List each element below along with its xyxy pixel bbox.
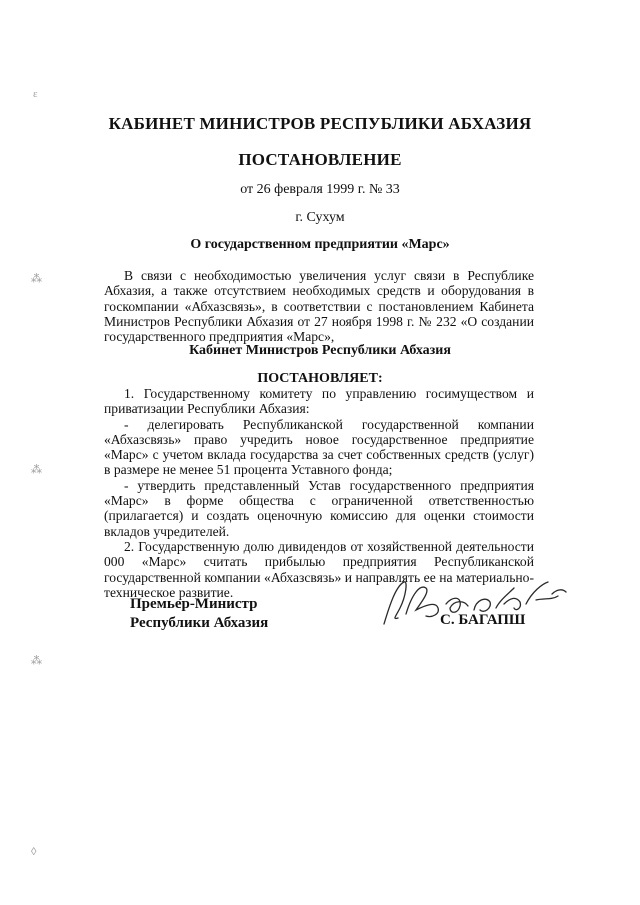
cabinet-line: Кабинет Министров Республики Абхазия <box>189 343 451 358</box>
resolution-items <box>104 386 534 600</box>
document-subject: О государственном предприятии «Марс» <box>190 237 450 252</box>
resolution-item: - делегировать Республиканской государственной компании «Абхазсвязь» право учредить новое государственное предприятие «Марс» с учетом вклада государства за счет собственных средств (услуг) в размере не менее 51 процента Уставного фонда; <box>104 416 534 478</box>
scan-mark: ◊ <box>31 846 37 858</box>
signatory-position <box>130 595 268 633</box>
resolution-item: 1. Государственному комитету по управлению госимуществом и приватизации Республики Абхазия: <box>104 386 534 417</box>
intro-paragraph: В связи с необходимостью увеличения услуг связи в Республике Абхазия, а также отсутствием необходимых средств и оборудования в госкомпании «Абхазсвязь», в соответствии с постановлением Кабинета Министров Республики Абхазия от 27 ноября 1998 г. № 232 «О создании государственного предприятия «Марс», <box>104 268 534 345</box>
signatory-name: С. БАГАПШ <box>440 612 526 628</box>
resolves-heading: ПОСТАНОВЛЯЕТ: <box>257 371 383 386</box>
scan-mark: ε <box>33 88 38 100</box>
resolution-item: 2. Государственную долю дивидендов от хозяйственной деятельности 000 «Марс» считать прибылью предприятия Республиканской государственной компании «Абхазсвязь» и направлять ее на материально-техническое развитие. <box>104 538 534 600</box>
scan-mark: ⁂ <box>31 464 42 476</box>
scan-mark: ⁂ <box>31 273 42 285</box>
document-type: ПОСТАНОВЛЕНИЕ <box>238 150 402 169</box>
resolution-item: - утвердить представленный Устав государственного предприятия «Марс» в форме общества с ограниченной ответственностью (прилагается) и создать оценочную комиссию для оценки стоимости вкладов учредителей. <box>104 477 534 539</box>
scan-mark: ⁂ <box>31 655 42 667</box>
signatory-position-line2: Республики Абхазия <box>130 615 269 631</box>
signatory-position-line1: Премьер-Министр <box>130 596 258 612</box>
document-city: г. Сухум <box>295 210 345 225</box>
organization-title: КАБИНЕТ МИНИСТРОВ РЕСПУБЛИКИ АБХАЗИЯ <box>108 114 532 133</box>
document-date: от 26 февраля 1999 г. № 33 <box>240 182 400 197</box>
